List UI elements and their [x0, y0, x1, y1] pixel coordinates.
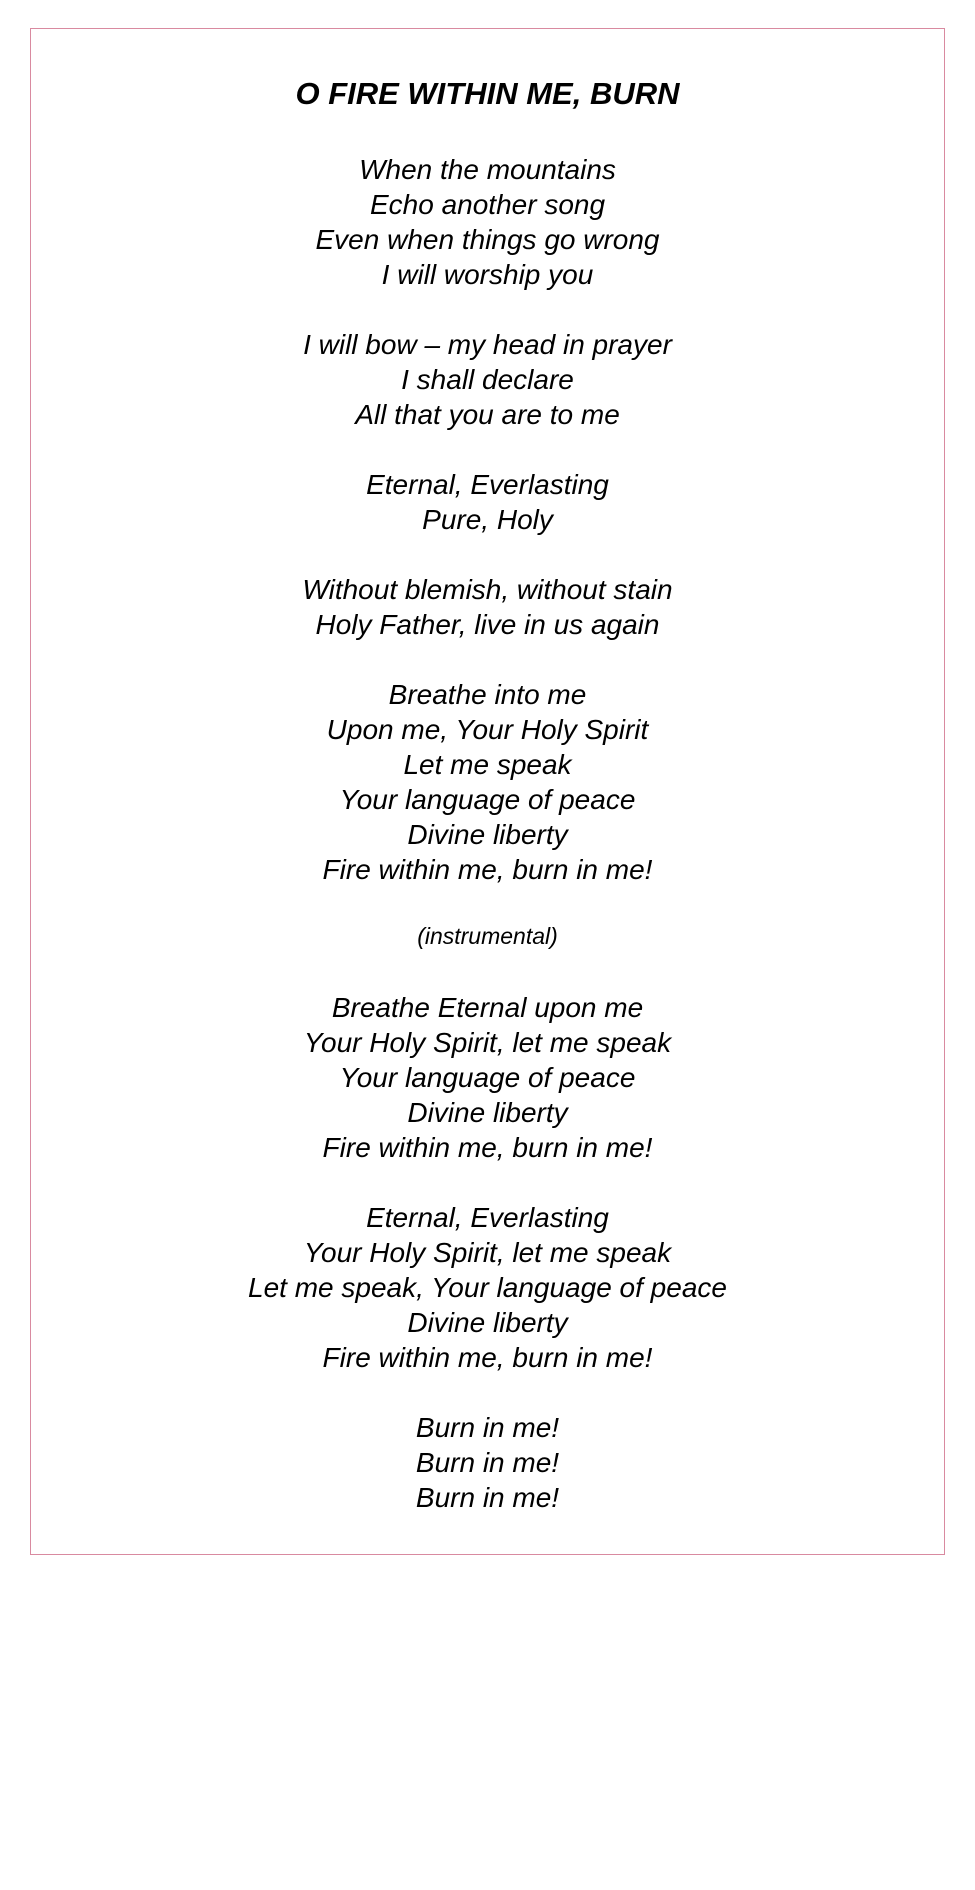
lyric-line: Eternal, Everlasting	[366, 469, 609, 500]
lyric-line: Breathe into me	[388, 679, 587, 710]
lyric-line: I will worship you	[381, 259, 594, 290]
song-title: O FIRE WITHIN ME, BURN	[295, 76, 680, 111]
lyric-line: Burn in me!	[415, 1482, 560, 1513]
lyric-line: Fire within me, burn in me!	[322, 1342, 653, 1373]
lyric-line: Upon me, Your Holy Spirit	[326, 714, 649, 745]
lyric-line: I shall declare	[401, 364, 574, 395]
lyric-line: Divine liberty	[407, 819, 568, 850]
lyric-line: Let me speak, Your language of peace	[248, 1272, 727, 1303]
lyric-line: Fire within me, burn in me!	[322, 1132, 653, 1163]
stanza-4	[0, 572, 975, 642]
lyric-line: Burn in me!	[415, 1412, 560, 1443]
lyric-line: Divine liberty	[407, 1307, 568, 1338]
lyric-line: All that you are to me	[355, 399, 620, 430]
stanza-6	[0, 990, 975, 1165]
lyric-line: Divine liberty	[407, 1097, 568, 1128]
lyric-line: Without blemish, without stain	[302, 574, 673, 605]
stanza-5	[0, 677, 975, 887]
lyric-line: Eternal, Everlasting	[366, 1202, 609, 1233]
lyric-line: Pure, Holy	[422, 504, 553, 535]
lyric-line: When the mountains	[359, 154, 616, 185]
lyric-line: Fire within me, burn in me!	[322, 854, 653, 885]
lyric-line: Your language of peace	[339, 1062, 636, 1093]
instrumental-note: (instrumental)	[417, 923, 558, 949]
lyric-line: Even when things go wrong	[315, 224, 660, 255]
stanza-7	[0, 1200, 975, 1375]
stanza-2	[0, 327, 975, 432]
lyric-line: Your Holy Spirit, let me speak	[303, 1237, 672, 1268]
lyric-line: Echo another song	[369, 189, 606, 220]
stanza-1	[0, 152, 975, 292]
lyric-line: I will bow – my head in prayer	[303, 329, 672, 360]
lyric-line: Your Holy Spirit, let me speak	[303, 1027, 672, 1058]
lyric-line: Your language of peace	[339, 784, 636, 815]
lyrics-body	[0, 152, 975, 1515]
lyric-line: Holy Father, live in us again	[315, 609, 660, 640]
lyric-line: Let me speak	[403, 749, 572, 780]
stanza-8	[0, 1410, 975, 1515]
lyric-line: Burn in me!	[415, 1447, 560, 1478]
lyric-line: Breathe Eternal upon me	[331, 992, 644, 1023]
stanza-3	[0, 467, 975, 537]
